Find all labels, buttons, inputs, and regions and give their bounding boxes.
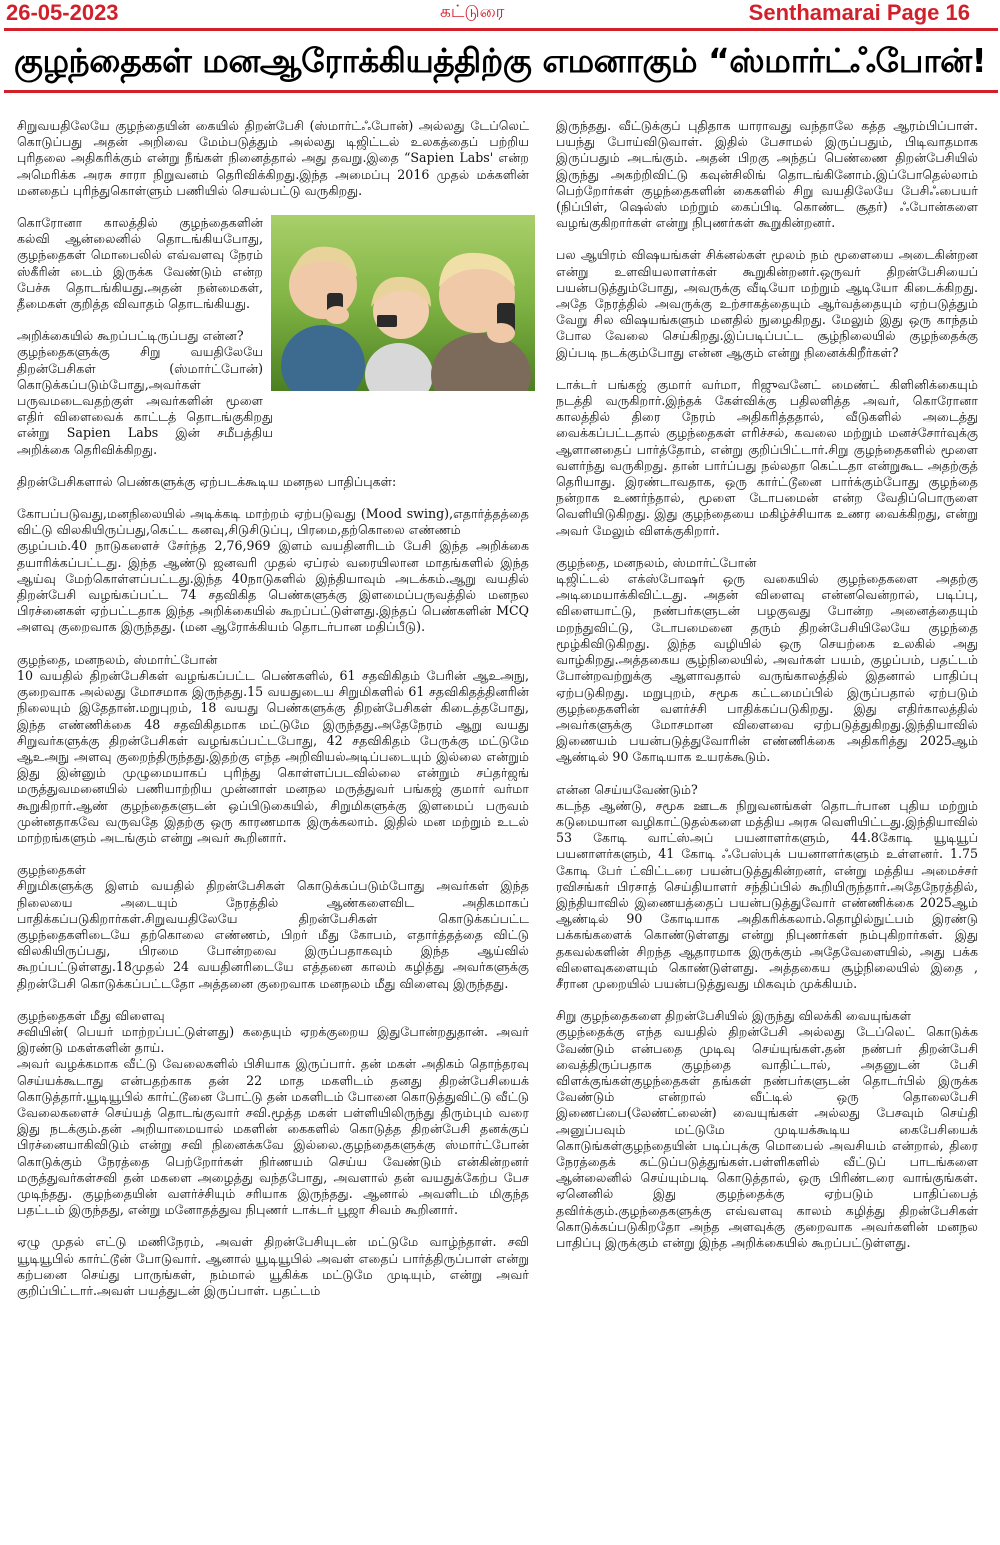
article-headline: குழந்தைகள் மனஆரோக்கியத்திற்கு எமனாகும் “ஸ்மார்ட்ஃபோன்! (13, 41, 987, 80)
header-rule-bottom (4, 90, 998, 93)
subhead-what-to-do: என்ன செய்யவேண்டும்? (556, 781, 698, 797)
subhead-keep-away: சிறு குழந்தைகளை திறன்பேசியில் இருந்து விலக்கி வையுங்கள் (556, 1008, 912, 1024)
para-report: குழந்தைகளுக்கு சிறு வயதிலேயே திறன்பேசிகள் (ஸ்மார்ட்போன்) கொடுக்கப்படும்போது,அவர்கள் பருவமடைவதற்குள் அவர்களின் மூளை எதிர் விளைவைக் காட்டத் தொடங்குகிறது என்று Sapien Labs இன் சமீபத்திய அறிக்கை தெரிவிக்கிறது. (17, 344, 273, 457)
left-column (17, 118, 529, 1315)
para-digital-exposure: டிஜிட்டல் எக்ஸ்போஷர் ஒரு வகையில் குழந்தைகளை அதற்கு அடிமையாக்கிவிட்டது. அதன் விளைவு என்னவென்றால், படிப்பு, விளையாட்டு, நண்பர்களுடன் பழகுவது போன்ற அனைத்தையும் மறந்துவிட்டு, டோபமைனை தரும் திறன்பேசியிலேயே குழந்தை மூழ்கிவிடுகிறது. இந்த வழியில் ஒரு செயற்கை உலகில் அது வாழ்கிறது.அத்தகைய சூழ்நிலையில், அவர்கள் பயம், குழப்பம், பதட்டம் போன்றவற்றுக்கு ஆளாவதால் வருங்காலத்தில் இதனால் பாதிப்பு ஏற்படுகிறது. மறுபுறம், சமூக கட்டமைப்பில் இருப்பதால் ஏற்படும் குழந்தைகளின் வளர்ச்சி பாதிக்கப்படுகிறது. இது எதிர்காலத்தில் அவர்களுக்கு மோசமான விளைவை ஏற்படுத்துகிறது.இந்தியாவில் இணையம் பயன்படுத்துவோரின் எண்ணிக்கை அதிகரித்து 2025ஆம் ஆண்டில் 90 கோடியாக உயரக்கூடும். (556, 571, 978, 765)
page-header (0, 0, 1000, 30)
para-statistics: 10 வயதில் திறன்பேசிகள் வழங்கப்பட்ட பெண்களில், 61 சதவிகிதம் பேரின் ஆஉஅநு, குறைவாக அல்லது மோசமாக இருந்தது.15 வயதுடைய சிறுமிகளில் 61 சதவிகிதத்தினரின் நிலையும் இதேதான்.மறுபுறம், 18 வயது பெண்களுக்கு திறன்பேசிகள் கிடைத்தபோது, இந்த எண்ணிக்கை 48 சதவிகிதமாக மட்டுமே இருந்தது.அதேநேரம் ஆறு வயது சிறுவர்களுக்கு திறன்பேசிகள் வழங்கப்பட்டபோது, 42 சதவிகிதம் பேருக்கு மட்டுமே ஆஉஅநு அளவு குறைந்திருந்தது.இதற்கு எந்த அறிவியல்அடிப்படையும் இல்லை என்றும் இது இன்னும் முழுமையாகப் புரிந்து கொள்ளப்படவில்லை என்றும் சப்தர்ஜங் மருத்துவமனையில் பணியாற்றிய முன்னாள் மனநல மருத்துவர் பங்கஜ் குமார் வர்மா கூறுகிறார்.ஆண் குழந்தைகளுடன் ஒப்பிடுகையில், சிறுமிகளுக்கு இளமைப் பருவம் முன்னதாகவே வருவதே இதற்கு ஒரு காரணமாக இருக்கலாம். இதில் மன மற்றும் உடல் மாற்றங்களும் அடங்கும் என்று அவர் கூறினார். (17, 667, 529, 845)
para-girls: சிறுமிகளுக்கு இளம் வயதில் திறன்பேசிகள் கொடுக்கப்படும்போது அவர்கள் இந்த நிலையை அடையும் நேரத்தில் ஆண்களைவிட அதிகமாகப் பாதிக்கப்படுகிறார்கள்.சிறுவயதிலேயே திறன்பேசிகள் கொடுக்கப்பட்ட குழந்தைகளிடையே தற்கொலை எண்ணம், பிறர் மீது கோபம், எதார்த்தத்தை விட்டு விலகியிருப்பது, பிரமை போன்றவை இருப்பதாகவும் இந்த ஆய்வில் கூறப்பட்டுள்ளது.18முதல் 24 வயதினரிடையே எத்தனை காலம் கழித்து அவர்களுக்கு திறன்பேசி கொடுக்கப்பட்டதோ அத்தனை குறைவாக மனநலம் மீது விளைவு இருந்தது. (17, 878, 529, 991)
subhead-children: குழந்தைகள் (17, 862, 86, 878)
para-intro: சிறுவயதிலேயே குழந்தையின் கையில் திறன்பேசி (ஸ்மார்ட்ஃபோன்) அல்லது டேப்லெட் கொடுப்பது அதன் அறிவை மேம்படுத்தும் அல்லது டிஜிட்டல் உலகத்தைப் பற்றிய புரிதலை அதிகரிக்கும் என்று நீங்கள் நினைத்தால் அது தவறு.இதை “Sapien Labs' என்ற அமெரிக்க அரசு சாரா நிறுவனம் தெரிவிக்கிறது.இந்த அமைப்பு 2016 முதல் மக்களின் மனதைப் புரிந்துகொள்ளும் பணியில் செயல்பட்டு வருகிறது. (17, 118, 529, 198)
issue-date: 26-05-2023 (6, 0, 119, 25)
para-doctor: டாக்டர் பங்கஜ் குமார் வர்மா, ரிஜுவனேட் மைண்ட் கிளினிக்கையும் நடத்தி வருகிறார்.இந்தக் கேள்விக்கு பதிலளித்த அவர், கொரோனா காலத்தில் திரை நேரம் அதிகரித்ததால், வீடுகளில் அடைத்து வைக்கப்பட்டதால் குழந்தைகள் எரிச்சல், கவலை மற்றும் மனச்சோர்வுக்கு ஆளானதைப் பார்த்தோம், என்று குறிப்பிட்டார்.சிறு குழந்தைகளில் மூளை வளர்ந்து வருகிறது. தான் பார்ப்பது நல்லதா கெட்டதா என்றுகூட அதற்குத் தெரியாது. இரண்டாவதாக, ஒரு கார்ட்டூனை பார்க்கும்போது குழந்தை நன்றாக உணர்ந்தால், மூளை டோபமைன் என்ற வேதிப்பொருளை வெளியிடுகிறது. இது குழந்தையை மகிழ்ச்சியாக உணர வைக்கிறது, என்று அவர் மேலும் விளக்குகிறார். (556, 376, 978, 538)
para-corona: கொரோனா காலத்தில் குழந்தைகளின் கல்வி ஆன்லைனில் தொடங்கியபோது, குழந்தைகள் மொபைலில் எவ்வளவு நேரம் ஸ்கீரின் டைம் இருக்க வேண்டும் என்ற பேச்சு தொடங்கியது.அதன் நன்மைகள், தீமைகள் குறித்த விவாதம் தொடங்கியது. (17, 215, 263, 312)
subhead-child-mental-health: குழந்தை, மனநலம், ஸ்மார்ட்போன் (17, 651, 218, 667)
para-hours: ஏழு முதல் எட்டு மணிநேரம், அவள் திறன்பேசியுடன் மட்டுமே வாழ்ந்தாள். சவி யூடியூபில் கார்ட்டூன் போடுவார். ஆனால் யூடியூபில் அவள் எதைப் பார்த்திருப்பாள் என்று கற்பனை செய்து பாருங்கள், நம்மால் யூகிக்க மட்டுமே முடியும், என்று அவர் குறிப்பிட்டார்.அவள் பயத்துடன் இருப்பாள். பதட்டம் (17, 1234, 529, 1298)
report-block (17, 328, 273, 458)
publication-page: Senthamarai Page 16 (748, 0, 970, 25)
children-with-smartphones-image (271, 215, 535, 391)
para-continued: இருந்தது. வீட்டுக்குப் புதிதாக யாராவது வந்தாலே கத்த ஆரம்பிப்பாள். பயந்து போய்விடுவாள். இதில் பேசாமல் இருப்பதும், பிடிவாதமாக இருப்பதும் அடங்கும். அதன் பிறகு அந்தப் பெண்ணை திறன்பேசியில் இருந்து அகற்றிவிட்டு கவுன்சிலிங் தொடங்கினோம்.இப்போதெல்லாம் பெற்றோர்கள் குழந்தைகளின் கைகளில் சிறு வயதிலேயே பேசிஃபையர் (நிப்பிள், ஷெல்ஸ் மற்றும் கைப்பிடி கொண்ட சூதர்) ஃபோன்களை வழங்குகிறார்கள் என்று நிபுணர்கள் கூறுகின்றனர். (556, 118, 978, 231)
subhead-report: அறிக்கையில் கூறப்பட்டிருப்பது என்ன? (17, 328, 244, 344)
para-advice: குழந்தைக்கு எந்த வயதில் திறன்பேசி அல்லது டேப்லெட் கொடுக்க வேண்டும் என்பதை முடிவு செய்யுங்கள்.தன் நண்பர் திறன்பேசி வைத்திருப்பதாக குழந்தை வாதிட்டால், அதனுடன் பேசி விளக்குங்கள்குழந்தைகள் தங்கள் நண்பர்களுடன் தொடர்பில் இருக்க வேண்டும் என்றால் வீட்டில் ஒரு தொலைபேசி இணைப்பை(லேண்ட்லைன்) வையுங்கள் அல்லது பேசவும் செய்தி அனுப்பவும் மட்டுமே முடியக்கூடிய கைபேசியைக் கொடுங்கள்குழந்தையின் படிப்புக்கு மொபைல் அவசியம் என்றால், திரை நேரத்தைக் கட்டுப்படுத்துங்கள்.பள்ளிகளில் வீட்டுப் பாடங்களை ஆன்லைனில் செய்யும்படி கொடுத்தால், ஒரு பிரிண்டரை வாங்குங்கள். ஏனெனில் இது குழந்தைக்கு ஏற்படும் பாதிப்பைத் தவிர்க்கும்.குழந்தைகளுக்கு எவ்வளவு காலம் கழித்து திறன்பேசிகள் கொடுக்கப்படுகிறதோ அந்த அளவுக்கு குறைவாக அவர்களின் மனநல பாதிப்பு இருக்கும் என்று இந்த அறிக்கையில் கூறப்பட்டுள்ளது. (556, 1024, 978, 1250)
para-effects-title: திறன்பேசிகளால் பெண்களுக்கு ஏற்படக்கூடிய மனநல பாதிப்புகள்: (17, 473, 397, 489)
phone-icon (377, 315, 397, 327)
section-category: கட்டுரை (440, 2, 505, 22)
para-study: குழப்பம்.40 நாடுகளைச் சேர்ந்த 2,76,969 இளம் வயதினரிடம் பேசி இந்த அறிக்கை தயாரிக்கப்பட்டது. இந்த ஆண்டு ஜனவரி முதல் ஏப்ரல் வரையிலான மாதங்களில் இந்த ஆய்வு மேற்கொள்ளப்பட்டது.இந்த 40நாடுகளில் இந்தியாவும் அடக்கம்.ஆறு வயதில் திறன்பேசி வழங்கப்பட்ட 74 சதவிகித பெண்களுக்கு இளமைப்பருவத்தில் மனநல பிரச்னைகள் ஏற்பட்டதாக இந்த அறிக்கையில் கூறப்பட்டுள்ளது.இந்தப் பெண்களின் MCQ அளவு குறைவாக இருந்தது. (மன ஆரோக்கியம் தொடர்பான மதிப்பீடு). (17, 538, 529, 635)
children-photo (271, 215, 535, 391)
para-effects-list: கோபப்படுவது,மனநிலையில் அடிக்கடி மாற்றம் ஏற்படுவது (Mood swing),எதார்த்தத்தை விட்டு விலகியிருப்பது,கெட்ட கனவு,சிடுசிடுப்பு, பிரமை,தற்கொலை எண்ணம் (17, 506, 529, 538)
para-guidelines: கடந்த ஆண்டு, சமூக ஊடக நிறுவனங்கள் தொடர்பான புதிய மற்றும் கடுமையான வழிகாட்டுதல்களை மத்திய அரசு வெளியிட்டது.இந்தியாவில் 53 கோடி வாட்ஸ்அப் பயனாளர்களும், 44.8கோடி யூடியூப் பயனாளர்களும், 41 கோடி ஃபேஸ்புக் பயனாளர்களும் உள்ளனர். 1.75 கோடி பேர் ட்விட்டரை பயன்படுத்துகின்றனர், என்று மத்திய அமைச்சர் ரவிசங்கர் பிரசாத் செய்தியாளர் சந்திப்பில் கூறியிருந்தார்.அதேநேரத்தில், இந்தியாவில் இணையத்தைப் பயன்படுத்துவோர் எண்ணிக்கை 2025ஆம் ஆண்டில் 90 கோடியாக அதிகரிக்கலாம்.தொழில்நுட்பம் இரண்டு பக்கங்களைக் கொண்டுள்ளது என்று நிபுணர்கள் நம்புகிறார்கள். இது தகவல்களின் சிறந்த ஆதாரமாக இருக்கும் அதேவேளையில், அது பக்க விளைவுகளையும் கொண்டுள்ளது. அத்தகைய சூழ்நிலையில் இதை , சீரான முறையில் பயன்படுத்துவது மிகவும் முக்கியம். (556, 797, 978, 991)
para-savi-intro: சவியின்( பெயர் மாற்றப்பட்டுள்ளது) கதையும் ஏறக்குறைய இதுபோன்றதுதான். அவர் இரண்டு மகள்களின் தாய். (17, 1023, 529, 1056)
para-signals: பல ஆயிரம் விஷயங்கள் சிக்னல்கள் மூலம் நம் மூளையை அடைகின்றன என்று உளவியலாளர்கள் கூறுகின்றனர்.ஒருவர் திறன்பேசியைப் பயன்படுத்தும்போது, அவருக்கு வீடியோ மற்றும் ஆடியோ கிடைக்கிறது. அதே நேரத்தில் அவருக்கு உற்சாகத்தையும் ஆர்வத்தையும் ஏற்படுத்தும் வேறு சில விஷயங்களும் மனதில் நுழைகிறது. மேலும் இது ஒரு காந்தம் போல வேலை செய்கிறது.இப்படிப்பட்ட சூழ்நிலையில் குழந்தைக்கு இப்படி நடக்கும்போது என்ன ஆகும் என்று நினைக்கிறீர்கள்? (556, 247, 978, 360)
para-savi-story: அவர் வழக்கமாக வீட்டு வேலைகளில் பிசியாக இருப்பார். தன் மகள் அதிகம் தொந்தரவு செய்யக்கூடாது என்பதற்காக தன் 22 மாத மகளிடம் தனது திறன்பேசியைக் கொடுத்தார்.யூடியூபில் கார்ட்டூனை போட்டு தன் மகளிடம் போனை கொடுத்துவிட்டு வீட்டு வேலைகளைச் செய்யத் தொடங்குவார் சவி.மூத்த மகள் பள்ளியிலிருந்து திரும்பும் வரை இது நடக்கும்.தன் அறியாமையால் மகளின் கைகளில் கொடுத்த திறன்பேசி தனக்குப் பிரச்னையாகிவிடும் என்று சவி நினைக்கவே இல்லை.குழந்தைகளுக்கு ஸ்மார்ட்போன் கொடுக்கும் நேரத்தை பெற்றோர்கள் நிர்ணயம் செய்ய வேண்டும் என்கின்றனர் மருத்துவர்கள்சவி தன் மகளை அழைத்து வந்தபோது, அவளால் தன் வயதுக்கேற்ப பேச முடிந்தது. குழந்தையின் வளர்ச்சியும் சரியாக இருந்தது. ஆனால் அவளிடம் மிகுந்த பதட்டம் இருந்தது, என்று மனோதத்துவ நிபுணர் டாக்டர் பூஜா சிவம் கூறினார். (17, 1056, 529, 1218)
subhead-child-mental-health-2: குழந்தை, மனநலம், ஸ்மார்ட்போன் (556, 554, 757, 570)
right-column (556, 118, 978, 1267)
subhead-effect-on-children: குழந்தைகள் மீது விளைவு (17, 1007, 165, 1023)
header-rule-top (4, 28, 998, 31)
